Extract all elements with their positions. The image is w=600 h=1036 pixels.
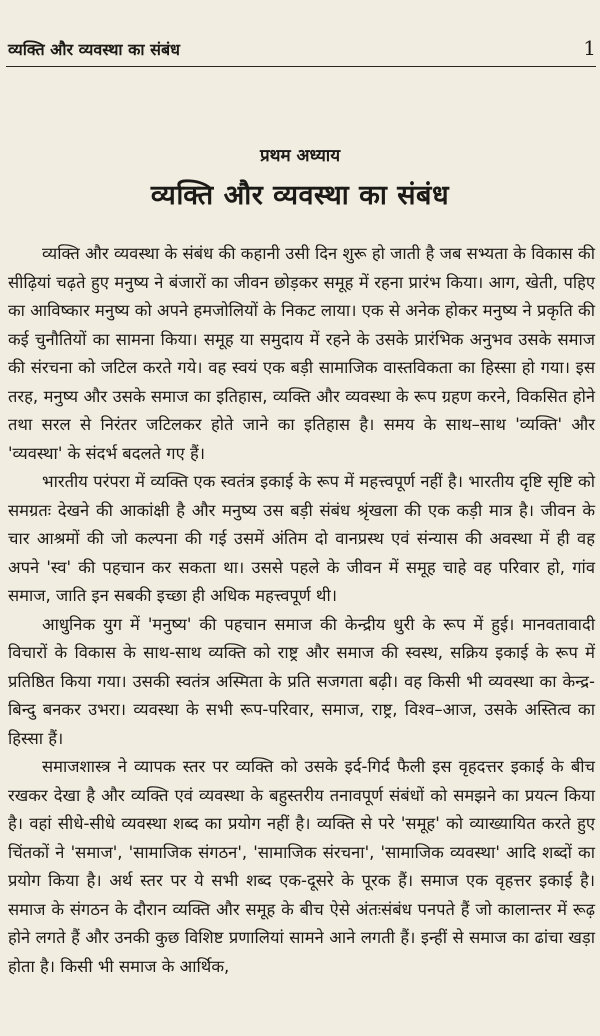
body-text <box>8 240 595 981</box>
chapter-label: प्रथम अध्याय <box>259 146 341 166</box>
page-number: 1 <box>583 36 596 60</box>
running-title: व्यक्ति और व्यवस्था का संबंध <box>8 40 180 59</box>
paragraph-3: आधुनिक युग में 'मनुष्य' की पहचान समाज की केन्द्रीय धुरी के रूप में हुई। मानवतावादी विचारों के विकास के साथ-साथ व्यक्ति को राष्ट्र और समाज की स्वस्थ, सक्रिय इकाई के रूप में प्रतिष्ठित किया गया। उसकी स्वतंत्र अस्मिता के प्रति सजगता बढ़ी। वह किसी भी व्यवस्था का केन्द्र-बिन्दु बनकर उभरा। व्यवस्था के सभी रूप-परिवार, समाज, राष्ट्र, विश्व–आज, उसके अस्तित्व का हिस्सा हैं। <box>8 614 595 748</box>
paragraph-2: भारतीय परंपरा में व्यक्ति एक स्वतंत्र इकाई के रूप में महत्त्वपूर्ण नहीं है। भारतीय दृष्टि सृष्टि को समग्रतः देखने की आकांक्षी है और मनुष्य उस बड़ी संबंध श्रृंखला की एक कड़ी मात्र है। जीवन के चार आश्रमों की जो कल्पना की गई उसमें अंतिम दो वानप्रस्थ एवं संन्यास की अवस्था में ही वह अपने 'स्व' की पहचान कर सकता था। उससे पहले के जीवन में समूह चाहे वह परिवार हो, गांव समाज, जाति इन सबकी इच्छा ही अधिक महत्त्वपूर्ण थी। <box>8 472 595 605</box>
chapter-title: व्यक्ति और व्यवस्था का संबंध <box>150 180 450 211</box>
paragraph-1: व्यक्ति और व्यवस्था के संबंध की कहानी उसी दिन शुरू हो जाती है जब सभ्यता के विकास की सीढ़ियां चढ़ते हुए मनुष्य ने बंजारों का जीवन छोड़कर समूह में रहना प्रारंभ किया। आग, खेती, पहिए का आविष्कार मनुष्य को अपने हमजोलियों के निकट लाया। एक से अनेक होकर मनुष्य ने प्रकृति की कई चुनौतियों का सामना किया। समूह या समुदाय में रहने के उसके प्रारंभिक अनुभव उसके समाज की संरचना को जटिल करते गये। वह स्वयं एक बड़ी सामाजिक वास्तविकता का हिस्सा हो गया। इस तरह, मनुष्य और उसके समाज का इतिहास, व्यक्ति और व्यवस्था के रूप ग्रहण करने, विकसित होने तथा सरल से निरंतर जटिलकर होते जाने का इतिहास है। समय के साथ–साथ 'व्यक्ति' और 'व्यवस्था' के संदर्भ बदलते गए हैं। <box>8 244 595 463</box>
header-divider <box>6 66 596 67</box>
paragraph-4: समाजशास्त्र ने व्यापक स्तर पर व्यक्ति को उसके इर्द-गिर्द फैली इस वृहदत्तर इकाई के बीच रखकर देखा है और व्यक्ति एवं व्यवस्था के बहुस्तरीय तनावपूर्ण संबंधों को समझने का प्रयत्न किया है। वहां सीधे-सीधे व्यवस्था शब्द का प्रयोग नहीं है। व्यक्ति से परे 'समूह' को व्याख्यायित करते हुए चिंतकों ने 'समाज', 'सामाजिक संगठन', 'सामाजिक संरचना', 'सामाजिक व्यवस्था' आदि शब्दों का प्रयोग किया है। अर्थ स्तर पर ये सभी शब्द एक-दूसरे के पूरक हैं। समाज एक वृहत्तर इकाई है। समाज के संगठन के दौरान व्यक्ति और समूह के बीच ऐसे अंतःसंबंध पनपते हैं जो कालान्तर में रूढ़ होने लगते हैं और उनकी कुछ विशिष्ट प्रणालियां सामने आने लगती हैं। इन्हीं से समाज का ढांचा खड़ा होता है। किसी भी समाज के आर्थिक, <box>8 757 595 976</box>
